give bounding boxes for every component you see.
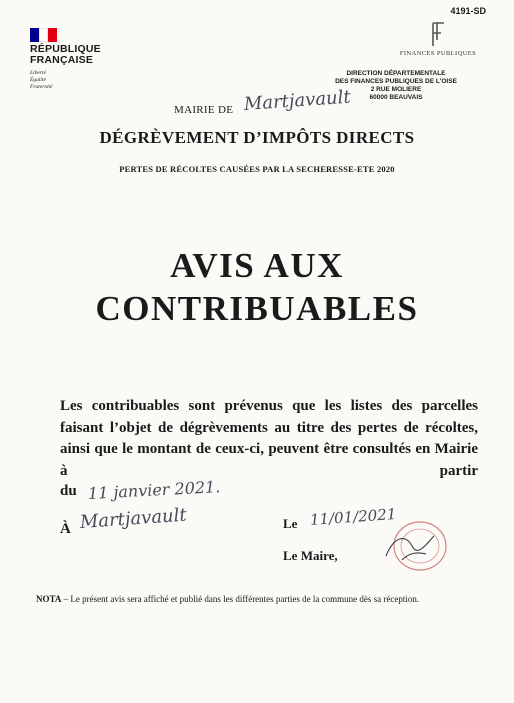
nota-text: – Le présent avis sera affiché et publié dans les différentes parties de la commune dès sa réception. xyxy=(61,594,420,604)
tricolor-flag-icon xyxy=(30,28,57,42)
mairie-town-handwritten: Martjavault xyxy=(243,86,352,115)
form-code: 4191-SD xyxy=(450,6,486,16)
finances-publiques-logo xyxy=(398,20,478,57)
finances-publiques-label: FINANCES PUBLIQUES xyxy=(399,50,477,57)
notice-paragraph: Les contribuables sont prévenus que les listes des parcelles faisant l’objet de dégrèvements au titre des pertes de récoltes, ainsi que le montant de ceux-ci, peuvent être consultés en Mairie à partir xyxy=(60,398,478,479)
republique-name: RÉPUBLIQUE FRANÇAISE xyxy=(30,43,101,66)
finances-publiques-mark-icon xyxy=(427,20,449,48)
mairie-label: MAIRIE DE xyxy=(174,104,234,116)
maire-label: Le Maire, xyxy=(283,548,338,563)
notice-heading-line1: AVIS AUX xyxy=(170,246,344,285)
mairie-stamp-signature-icon xyxy=(372,516,452,576)
republique-motto: Liberté Égalité Fraternité xyxy=(30,70,53,90)
nota-label: NOTA xyxy=(36,594,62,604)
a-label: À xyxy=(60,521,71,537)
page-title: DÉGRÈVEMENT D’IMPÔTS DIRECTS xyxy=(99,128,415,147)
signature-date-handwritten: 11/01/2021 xyxy=(309,504,397,529)
page-subtitle: PERTES DE RÉCOLTES CAUSÉES PAR LA SECHERESSE-ETE 2020 xyxy=(119,164,395,174)
direction-address: DIRECTION DÉPARTEMENTALE DES FINANCES PUBLIQUES DE L'OISE 2 RUE MOLIERE 60000 BEAUVAIS xyxy=(335,70,457,101)
notice-heading-line2: CONTRIBUABLES xyxy=(95,289,419,328)
nota-footnote xyxy=(36,594,496,604)
place-handwritten: Martjavault xyxy=(79,504,188,533)
du-label: du xyxy=(60,483,77,499)
le-label: Le xyxy=(283,516,298,531)
consult-date-handwritten: 11 janvier 2021. xyxy=(87,477,221,503)
